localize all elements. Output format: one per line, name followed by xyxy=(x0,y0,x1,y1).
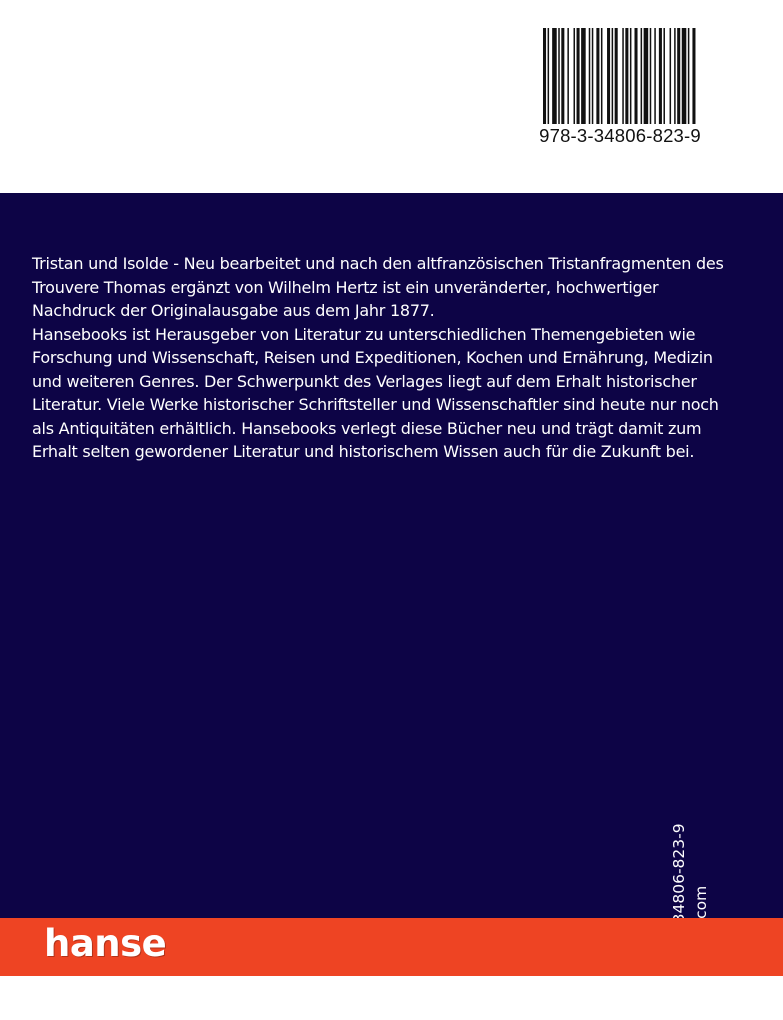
description-panel xyxy=(0,193,783,918)
barcode-bar xyxy=(641,28,643,124)
barcode-bar xyxy=(677,28,680,124)
barcode-bar xyxy=(622,28,624,124)
bottom-margin xyxy=(0,976,783,1020)
barcode-bar xyxy=(663,28,665,124)
book-description xyxy=(32,252,732,464)
barcode-bar xyxy=(630,28,632,124)
barcode-bar xyxy=(543,28,546,124)
barcode-bar xyxy=(625,28,628,124)
barcode-bar xyxy=(688,28,690,124)
hanse-logo: hanse xyxy=(44,922,167,965)
barcode-bar xyxy=(654,28,656,124)
barcode-number: 978-3-34806-823-9 xyxy=(539,125,701,146)
barcode-bar xyxy=(670,28,672,124)
barcode-bar xyxy=(567,28,569,124)
barcode-bar xyxy=(674,28,676,124)
barcode-bar xyxy=(574,28,576,124)
barcode-image xyxy=(543,28,697,124)
description-paragraph-2: Hansebooks ist Herausgeber von Literatur zu unterschiedlichen Themengebieten wie Forschung und Wissenschaft, Reisen und Expeditionen, Kochen und Ernährung, Medizin und weiteren Genres. Der Schwerpunkt des Verlages liegt auf dem Erhalt historischer Literatur. Viele Werke historischer Schriftsteller und Wissenschaftler sind heute nur noch als Antiquitäten erhältlich. Hansebooks verlegt diese Bücher neu und trägt damit zum Erhalt selten gewordener Literatur und historischem Wissen auch für die Zukunft bei. xyxy=(32,324,719,461)
barcode-bar xyxy=(552,28,557,124)
barcode-bar xyxy=(612,28,614,124)
barcode-bar xyxy=(561,28,564,124)
barcode-bar xyxy=(577,28,580,124)
barcode-bar xyxy=(601,28,603,124)
barcode-bar xyxy=(650,28,652,124)
description-paragraph-1: Tristan und Isolde - Neu bearbeitet und nach den altfranzösischen Tristanfragmenten des Trouvere Thomas ergänzt von Wilhelm Hertz ist ein unveränderter, hochwertiger Nachdruck der Originalausgabe aus dem Jahr 1877. xyxy=(32,254,724,320)
barcode-bar xyxy=(558,28,560,124)
barcode-block xyxy=(540,28,700,148)
barcode-bar xyxy=(548,28,550,124)
barcode-bar xyxy=(682,28,687,124)
barcode-bar xyxy=(592,28,594,124)
barcode-bar xyxy=(615,28,618,124)
barcode-area xyxy=(0,0,783,193)
barcode-bar xyxy=(607,28,610,124)
barcode-bar xyxy=(692,28,695,124)
barcode-bar xyxy=(596,28,599,124)
barcode-bar xyxy=(634,28,637,124)
barcode-bar xyxy=(589,28,591,124)
barcode-bar xyxy=(581,28,586,124)
barcode-bar xyxy=(644,28,649,124)
barcode-bar xyxy=(659,28,662,124)
publisher-footer-band xyxy=(0,918,783,976)
